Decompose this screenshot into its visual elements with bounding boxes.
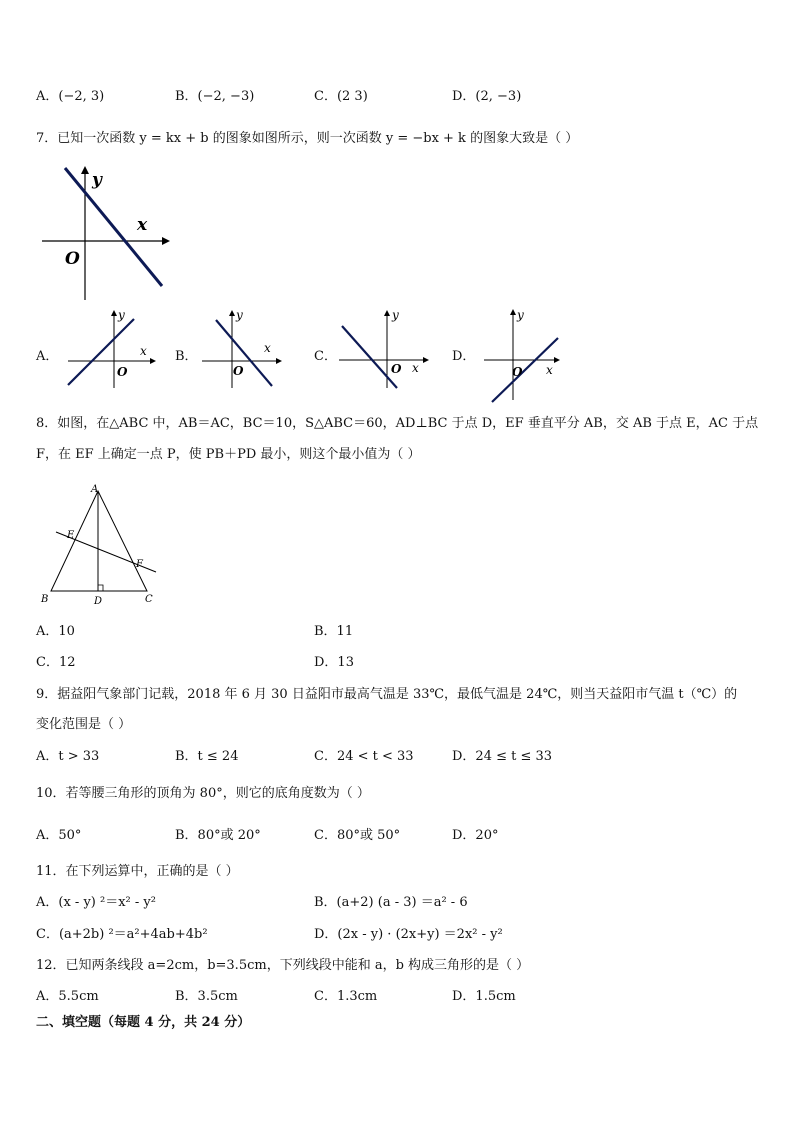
q9-option-c: C．24 < t < 33 bbox=[314, 749, 414, 764]
q7-option-d-label: D． bbox=[452, 349, 476, 364]
q7-option-c-graph bbox=[337, 308, 437, 390]
q7-main-x-label: x bbox=[137, 215, 148, 235]
q6-option-d: D．(2, −3) bbox=[452, 89, 522, 104]
q6-option-c: C．(2 3) bbox=[314, 89, 368, 104]
svg-text:O: O bbox=[512, 365, 523, 379]
q11-stem: 11．在下列运算中，正确的是（ ） bbox=[36, 864, 239, 879]
q6-option-a: A．(−2, 3) bbox=[36, 89, 105, 104]
q7-option-a-graph bbox=[62, 308, 158, 390]
q10-option-c: C．80°或 50° bbox=[314, 828, 401, 843]
svg-text:O: O bbox=[233, 364, 244, 378]
q11-option-d: D．(2x - y) · (2x+y) ＝2x² - y² bbox=[314, 927, 503, 942]
q7-option-c-label: C． bbox=[314, 349, 337, 364]
q9-stem-line2: 变化范围是（ ） bbox=[36, 717, 132, 732]
svg-text:O: O bbox=[117, 365, 128, 379]
q7-stem: 7．已知一次函数 y = kx + b 的图象如图所示，则一次函数 y = −bx + k 的图象大致是（ ） bbox=[36, 131, 579, 146]
q12-option-c: C．1.3cm bbox=[314, 989, 378, 1004]
svg-text:y: y bbox=[236, 308, 243, 322]
svg-text:B: B bbox=[41, 594, 49, 605]
q8-stem-line1: 8．如图，在△ABC 中，AB＝AC，BC＝10，S△ABC＝60，AD⊥BC 于点 D，EF 垂直平分 AB，交 AB 于点 E，AC 于点 bbox=[36, 416, 759, 431]
q12-option-b: B．3.5cm bbox=[175, 989, 238, 1004]
svg-text:F: F bbox=[136, 559, 143, 570]
q10-option-d: D．20° bbox=[452, 828, 499, 843]
svg-text:y: y bbox=[118, 308, 125, 322]
svg-text:A: A bbox=[91, 484, 99, 495]
svg-text:x: x bbox=[264, 341, 271, 355]
q11-option-c: C．(a+2b) ²＝a²+4ab+4b² bbox=[36, 927, 208, 942]
q7-option-b-label: B． bbox=[175, 349, 198, 364]
q8-stem-line2: F，在 EF 上确定一点 P，使 PB＋PD 最小，则这个最小值为（ ） bbox=[36, 447, 421, 462]
q9-option-b: B．t ≤ 24 bbox=[175, 749, 239, 764]
q9-stem-line1: 9．据益阳气象部门记载，2018 年 6 月 30 日益阳市最高气温是 33℃，最低气温是 24℃，则当天益阳市气温 t（℃）的 bbox=[36, 687, 738, 702]
q7-main-origin-label: O bbox=[65, 249, 80, 269]
svg-text:C: C bbox=[145, 594, 153, 605]
q8-option-d: D．13 bbox=[314, 655, 354, 670]
q7-option-b-graph bbox=[200, 308, 290, 390]
svg-text:x: x bbox=[140, 344, 147, 358]
q10-option-a: A．50° bbox=[36, 828, 82, 843]
q7-main-graph bbox=[38, 162, 170, 302]
section-title: 二、填空题（每题 4 分，共 24 分） bbox=[36, 1015, 251, 1030]
q12-option-d: D．1.5cm bbox=[452, 989, 516, 1004]
q10-stem: 10．若等腰三角形的顶角为 80°，则它的底角度数为（ ） bbox=[36, 786, 370, 801]
q11-option-a: A．(x - y) ²＝x² - y² bbox=[36, 895, 156, 910]
svg-text:E: E bbox=[67, 530, 75, 541]
svg-text:y: y bbox=[392, 308, 399, 322]
svg-text:x: x bbox=[412, 361, 419, 375]
q12-stem: 12．已知两条线段 a=2cm，b=3.5cm，下列线段中能和 a，b 构成三角形的是（ ） bbox=[36, 958, 530, 973]
q8-triangle-figure bbox=[38, 483, 162, 609]
q9-option-a: A．t > 33 bbox=[36, 749, 100, 764]
q10-option-b: B．80°或 20° bbox=[175, 828, 261, 843]
svg-text:y: y bbox=[517, 308, 524, 322]
q7-main-y-label: y bbox=[92, 170, 102, 190]
q7-option-a-label: A． bbox=[36, 349, 59, 364]
q8-option-c: C．12 bbox=[36, 655, 76, 670]
q8-option-a: A．10 bbox=[36, 624, 75, 639]
q7-option-d-graph bbox=[482, 306, 566, 404]
q12-option-a: A．5.5cm bbox=[36, 989, 99, 1004]
q8-option-b: B．11 bbox=[314, 624, 354, 639]
svg-text:O: O bbox=[391, 362, 402, 376]
svg-text:D: D bbox=[94, 596, 103, 607]
q9-option-d: D．24 ≤ t ≤ 33 bbox=[452, 749, 553, 764]
q6-option-b: B．(−2, −3) bbox=[175, 89, 255, 104]
svg-text:x: x bbox=[546, 363, 553, 377]
q11-option-b: B．(a+2) (a - 3) ＝a² - 6 bbox=[314, 895, 468, 910]
